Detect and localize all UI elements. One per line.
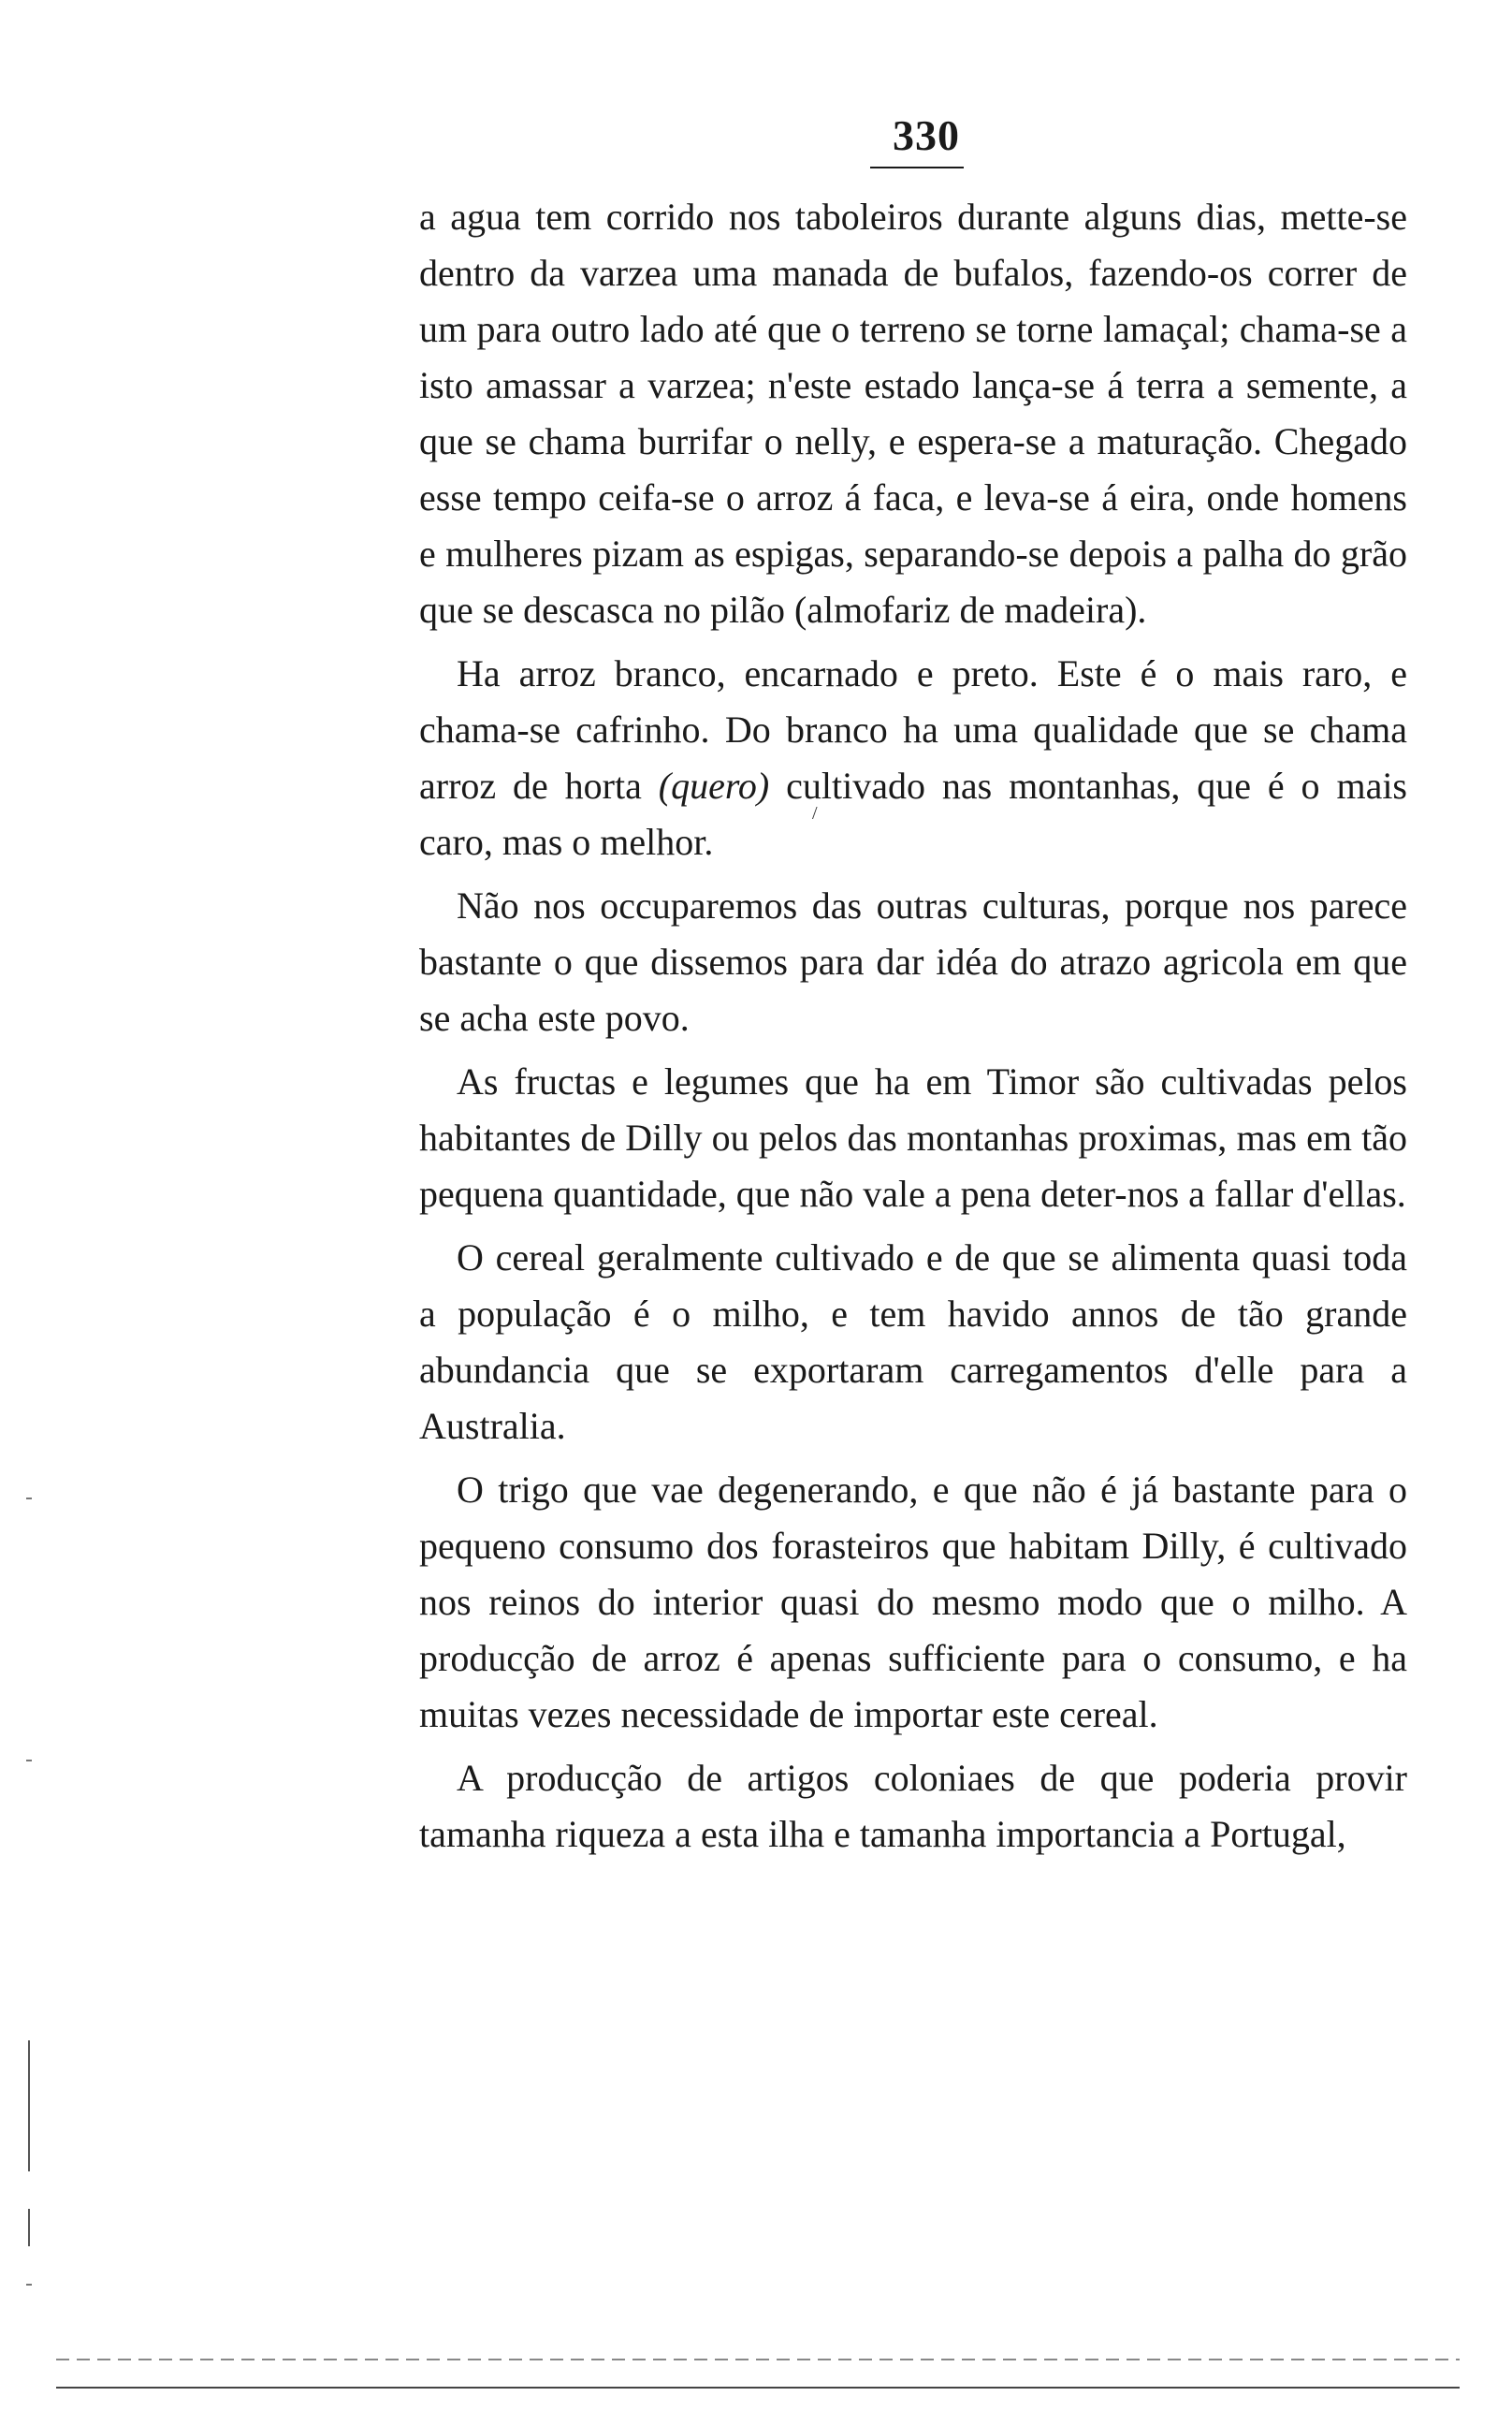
paragraph-3: Não nos occuparemos das outras culturas, porque nos parece bastante o que dissemos para dar idéa do atrazo agricola em que se acha este povo.: [419, 884, 1407, 1039]
text-block: [419, 189, 1407, 1870]
paragraph-2: [419, 646, 1407, 870]
margin-scan-mark: [28, 2209, 30, 2246]
page-number-rule: [870, 167, 964, 168]
paragraph-4: As fructas e legumes que ha em Timor são cultivadas pelos habitantes de Dilly ou pelos das montanhas proximas, mas em tão pequena quantidade, que não vale a pena deter-nos a fallar d'ellas.: [419, 1060, 1407, 1215]
margin-scan-tick: [26, 1760, 32, 1761]
page-number: 330: [893, 111, 960, 159]
margin-scan-tick: [26, 1498, 32, 1499]
paragraph-2-before: Ha arroz branco, encarnado e preto. Este é o mais raro, e chama-se cafrinho. Do branco ha uma qualidade que se chama arroz de horta: [419, 652, 1407, 807]
bottom-scan-rule: [56, 2359, 1460, 2360]
paragraph-1: a agua tem corrido nos taboleiros durante alguns dias, mette-se dentro da varzea uma manada de bufalos, fazendo-os correr de um para outro lado até que o terreno se torne lamaçal; chama-se a isto amassar a varzea; n'este estado lança-se á terra a semente, a que se chama burrifar o nelly, e espera-se a maturação. Chegado esse tempo ceifa-se o arroz á faca, e leva-se á eira, onde homens e mulheres pizam as espigas, separando-se depois a palha do grão que se descasca no pilão (almofariz de madeira).: [419, 196, 1407, 631]
bottom-scan-rule: [56, 2387, 1460, 2389]
margin-scan-mark: [28, 2040, 30, 2171]
margin-scan-tick: [26, 2284, 32, 2286]
paragraph-2-after: cultivado nas montanhas, que é o mais caro, mas o melhor.: [419, 765, 1407, 863]
stray-mark: /: [812, 803, 818, 824]
paragraph-6: O trigo que vae degenerando, e que não é já bastante para o pequeno consumo dos forasteiros que habitam Dilly, é cultivado nos reinos do interior quasi do mesmo modo que o milho. A producção de arroz é apenas sufficiente para o consumo, e ha muitas vezes necessidade de importar este cereal.: [419, 1469, 1407, 1735]
term-quero: (quero): [658, 765, 770, 807]
paragraph-7: A producção de artigos coloniaes de que poderia provir tamanha riqueza a esta ilha e tamanha importancia a Portugal,: [419, 1757, 1407, 1855]
paragraph-5: O cereal geralmente cultivado e de que se alimenta quasi toda a população é o milho, e tem havido annos de tão grande abundancia que se exportaram carregamentos d'elle para a Australia.: [419, 1236, 1407, 1447]
